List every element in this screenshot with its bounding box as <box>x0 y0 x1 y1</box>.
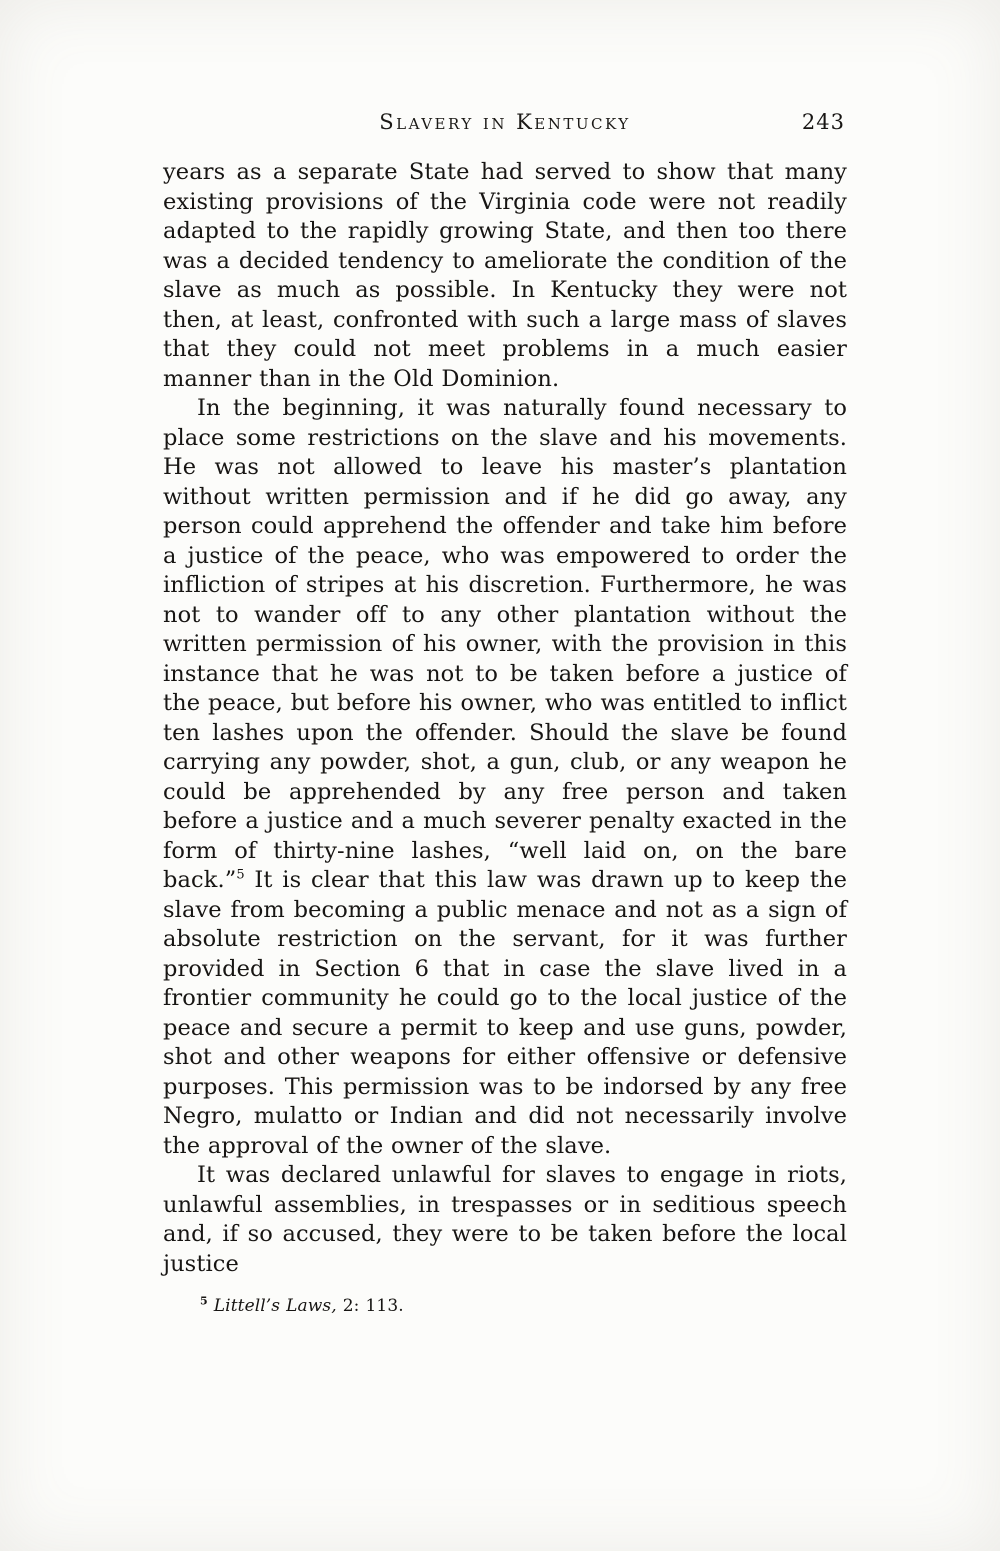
paragraph <box>163 158 847 394</box>
running-title: Slavery in Kentucky <box>379 110 631 134</box>
paragraph-text: years as a separate State had served to show that many existing provisions of the Virginia code were not readily adapted to the rapidly growing State, and then too there was a decided tendency to ameliorate the condition of the slave as much as possible. In Kentucky they were not then, at least, confronted with such a large mass of slaves that they could not meet problems in a much easier manner than in the Old Dominion. <box>163 159 847 392</box>
footnote-number: 5 <box>200 1294 208 1308</box>
footnote-reference: 2: 113. <box>342 1296 404 1316</box>
paragraph-text: It was declared unlawful for slaves to engage in riots, unlawful assemblies, in trespasses or in seditious speech and, if so accused, they were to be taken before the local justice <box>163 1162 847 1277</box>
footnote-work-title: Littell’s Laws, <box>213 1296 337 1316</box>
body-text <box>163 158 847 1317</box>
footnote-marker: 5 <box>236 867 245 883</box>
footnote <box>163 1295 847 1317</box>
paragraph-text: In the beginning, it was naturally found necessary to place some restrictions on the slave and his movements. He was not allowed to leave his master’s plantation without written permission and if he did go away, any person could apprehend the offender and take him before a justice of the peace, who was empowered to order the infliction of stripes at his discretion. Furthermore, he was not to wander off to any other plantation without the written permission of his owner, with the provision in this instance that he was not to be taken before a justice of the peace, but before his owner, who was entitled to inflict ten lashes upon the offender. Should the slave be found carrying any powder, shot, a gun, club, or any weapon he could be apprehended by any free person and taken before a justice and a much severer penalty exacted in the form of thirty-nine lashes, “well laid on, on the bare back.” <box>163 395 847 893</box>
page-number: 243 <box>801 110 845 134</box>
paragraph <box>163 394 847 1161</box>
paragraph <box>163 1161 847 1279</box>
page-header <box>163 110 847 138</box>
paragraph-text: It is clear that this law was drawn up to keep the slave from becoming a public menace and not as a sign of absolute restriction on the servant, for it was further provided in Section 6 that in case the slave lived in a frontier community he could go to the local justice of the peace and secure a permit to keep and use guns, powder, shot and other weapons for either offensive or defensive purposes. This permission was to be indorsed by any free Negro, mulatto or Indian and did not necessarily involve the approval of the owner of the slave. <box>163 867 847 1159</box>
